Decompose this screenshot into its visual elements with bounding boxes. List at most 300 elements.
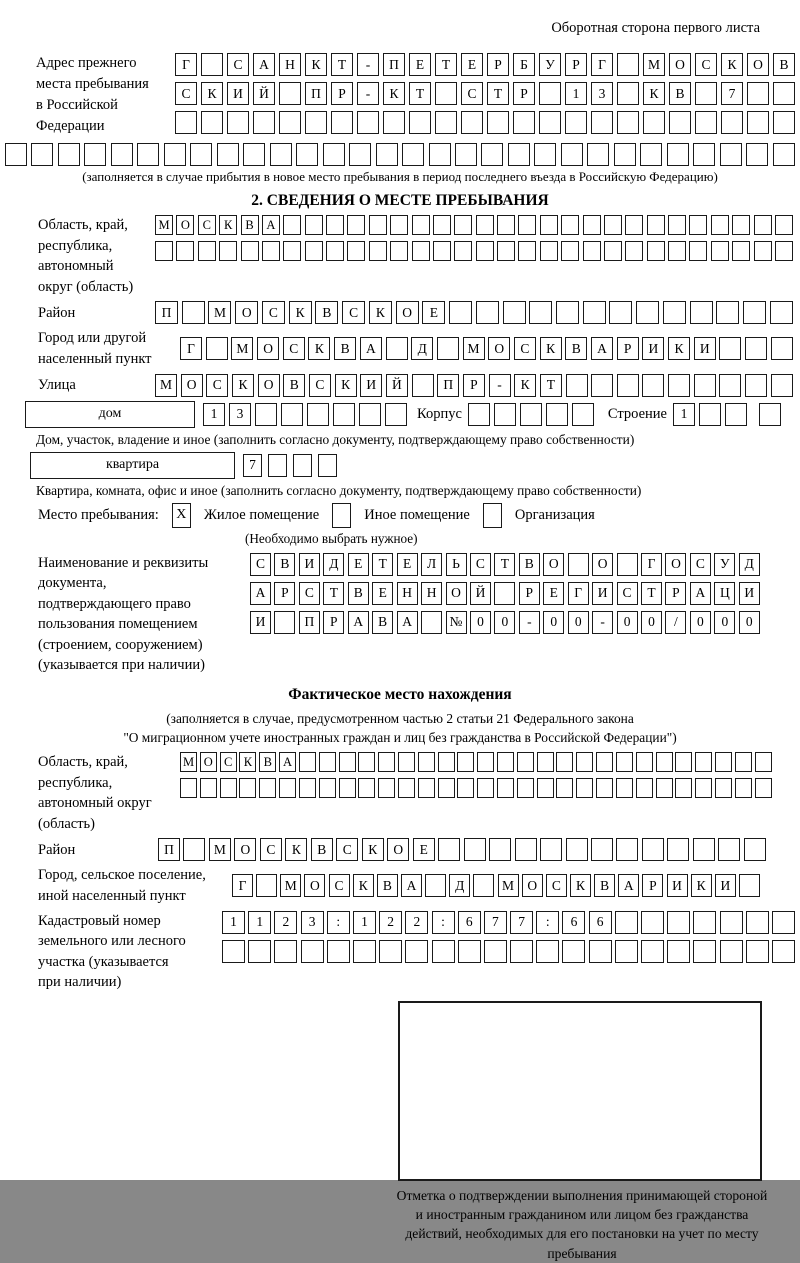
char-cell: Г	[641, 553, 662, 576]
char-cell	[556, 778, 573, 798]
char-cell: И	[360, 374, 382, 397]
char-cell: 0	[690, 611, 711, 634]
char-cell	[744, 838, 766, 861]
char-cell	[667, 940, 690, 963]
char-cell	[201, 111, 223, 134]
char-cell: А	[279, 752, 296, 772]
char-cell: -	[592, 611, 613, 634]
char-cell	[720, 143, 742, 166]
char-cell	[537, 778, 554, 798]
char-cell	[596, 752, 613, 772]
char-cell: 3	[301, 911, 324, 934]
char-cell	[402, 143, 424, 166]
char-cell	[534, 143, 556, 166]
char-cell	[636, 301, 659, 324]
char-cell: 3	[591, 82, 613, 105]
char-cell	[517, 752, 534, 772]
city-field	[0, 328, 800, 369]
char-cell: Н	[421, 582, 442, 605]
char-cell: В	[334, 337, 356, 360]
char-cell: В	[241, 215, 259, 235]
char-cell	[693, 911, 716, 934]
char-cell	[293, 454, 312, 477]
char-cell: С	[690, 553, 711, 576]
char-cell: Е	[409, 53, 431, 76]
house-field	[0, 401, 800, 428]
stay-type-note: (Необходимо выбрать нужное)	[245, 530, 418, 546]
char-cell	[283, 241, 301, 261]
char-cell: 1	[353, 911, 376, 934]
char-cell	[217, 143, 239, 166]
char-cell	[614, 143, 636, 166]
korpus-cells	[468, 403, 594, 426]
char-cell	[200, 778, 217, 798]
char-cell	[376, 143, 398, 166]
char-cell	[331, 111, 353, 134]
char-cell	[190, 143, 212, 166]
char-cell: 0	[739, 611, 760, 634]
char-cell: К	[643, 82, 665, 105]
actual-region-row-1	[180, 752, 772, 772]
char-cell: В	[773, 53, 795, 76]
char-cell: К	[383, 82, 405, 105]
char-cell: О	[200, 752, 217, 772]
char-cell: М	[155, 374, 177, 397]
char-cell	[305, 215, 323, 235]
char-cell	[667, 911, 690, 934]
char-cell	[383, 111, 405, 134]
char-cell	[609, 301, 632, 324]
char-cell	[307, 403, 329, 426]
char-cell: В	[311, 838, 333, 861]
char-cell: Е	[372, 582, 393, 605]
char-cell	[137, 143, 159, 166]
char-cell: 2	[274, 911, 297, 934]
char-cell: И	[642, 337, 664, 360]
char-cell: Р	[565, 53, 587, 76]
char-cell	[183, 838, 205, 861]
char-cell: В	[372, 611, 393, 634]
char-cell	[616, 778, 633, 798]
char-cell: Т	[641, 582, 662, 605]
char-cell	[718, 838, 740, 861]
char-cell	[476, 301, 499, 324]
char-cell: О	[304, 874, 325, 897]
char-cell	[517, 778, 534, 798]
char-cell	[711, 241, 729, 261]
char-cell: И	[299, 553, 320, 576]
char-cell	[268, 454, 287, 477]
char-cell	[565, 111, 587, 134]
char-cell	[566, 374, 588, 397]
char-cell	[253, 111, 275, 134]
char-cell	[772, 911, 795, 934]
char-cell: И	[694, 337, 716, 360]
char-cell: И	[715, 874, 736, 897]
char-cell	[464, 838, 486, 861]
char-cell	[481, 143, 503, 166]
char-cell: 1	[222, 911, 245, 934]
char-cell	[647, 241, 665, 261]
cadastral-row-1	[222, 911, 795, 934]
char-cell	[616, 752, 633, 772]
document-row-1	[250, 553, 760, 576]
actual-district-label: Район	[38, 841, 76, 858]
char-cell	[518, 241, 536, 261]
char-cell: С	[283, 337, 305, 360]
char-cell: К	[362, 838, 384, 861]
prev-address-row-3	[175, 111, 795, 134]
char-cell	[561, 215, 579, 235]
char-cell: -	[357, 82, 379, 105]
char-cell	[305, 111, 327, 134]
char-cell	[711, 215, 729, 235]
char-cell: Н	[397, 582, 418, 605]
char-cell	[111, 143, 133, 166]
char-cell	[695, 111, 717, 134]
char-cell	[358, 778, 375, 798]
korpus-label: Корпус	[417, 405, 462, 422]
char-cell	[667, 838, 689, 861]
char-cell	[339, 752, 356, 772]
char-cell	[432, 940, 455, 963]
char-cell	[746, 143, 768, 166]
char-cell	[412, 374, 434, 397]
char-cell: К	[219, 215, 237, 235]
char-cell	[641, 940, 664, 963]
char-cell	[647, 215, 665, 235]
char-cell: Е	[543, 582, 564, 605]
char-cell	[319, 752, 336, 772]
char-cell	[773, 111, 795, 134]
actual-settlement-field	[0, 865, 800, 906]
char-cell: О	[258, 374, 280, 397]
char-cell	[279, 82, 301, 105]
char-cell: О	[235, 301, 258, 324]
char-cell: О	[446, 582, 467, 605]
char-cell	[518, 215, 536, 235]
char-cell: 7	[510, 911, 533, 934]
char-cell	[319, 778, 336, 798]
char-cell	[690, 301, 713, 324]
char-cell	[457, 752, 474, 772]
char-cell	[746, 940, 769, 963]
char-cell: Е	[413, 838, 435, 861]
char-cell	[385, 403, 407, 426]
char-cell	[576, 778, 593, 798]
char-cell	[412, 215, 430, 235]
char-cell: С	[198, 215, 216, 235]
char-cell: И	[250, 611, 271, 634]
char-cell	[349, 143, 371, 166]
char-cell	[604, 241, 622, 261]
char-cell: С	[514, 337, 536, 360]
char-cell: О	[522, 874, 543, 897]
city-row	[180, 337, 793, 360]
actual-location-title: Фактическое место нахождения	[288, 686, 512, 703]
char-cell	[305, 241, 323, 261]
char-cell: 0	[641, 611, 662, 634]
char-cell	[425, 874, 446, 897]
char-cell	[668, 374, 690, 397]
char-cell	[487, 111, 509, 134]
apartment-field	[0, 452, 800, 479]
char-cell: №	[446, 611, 467, 634]
char-cell	[31, 143, 53, 166]
char-cell	[353, 940, 376, 963]
char-cell: Д	[739, 553, 760, 576]
char-cell	[529, 301, 552, 324]
char-cell: В	[348, 582, 369, 605]
char-cell: Р	[519, 582, 540, 605]
char-cell: 0	[543, 611, 564, 634]
char-cell: М	[155, 215, 173, 235]
char-cell	[454, 241, 472, 261]
char-cell	[418, 778, 435, 798]
char-cell	[759, 403, 781, 426]
char-cell	[755, 778, 772, 798]
char-cell: П	[437, 374, 459, 397]
char-cell: -	[357, 53, 379, 76]
char-cell: К	[691, 874, 712, 897]
char-cell	[725, 403, 747, 426]
char-cell	[556, 301, 579, 324]
prev-address-row-2	[175, 82, 795, 105]
char-cell: И	[592, 582, 613, 605]
char-cell: К	[570, 874, 591, 897]
char-cell	[663, 301, 686, 324]
char-cell: М	[209, 838, 231, 861]
char-cell: В	[315, 301, 338, 324]
char-cell	[270, 143, 292, 166]
region-row-2	[155, 241, 793, 261]
region-label: Область, край, республика, автономный округ (область)	[38, 217, 134, 295]
char-cell: П	[383, 53, 405, 76]
char-cell	[540, 215, 558, 235]
char-cell: Н	[279, 53, 301, 76]
district-row	[155, 301, 793, 324]
char-cell: А	[253, 53, 275, 76]
char-cell	[241, 241, 259, 261]
char-cell	[433, 241, 451, 261]
char-cell: Д	[411, 337, 433, 360]
char-cell	[667, 143, 689, 166]
char-cell: Д	[323, 553, 344, 576]
char-cell	[437, 337, 459, 360]
district-label: Район	[38, 304, 76, 321]
char-cell	[508, 143, 530, 166]
char-cell: Т	[409, 82, 431, 105]
cadastral-label: Кадастровый номер земельного или лесного участка (указывается при наличии)	[38, 912, 186, 991]
char-cell	[775, 241, 793, 261]
house-note: Дом, участок, владение и иное (заполнить согласно документу, подтверждающему право собственности)	[36, 431, 635, 447]
char-cell	[299, 752, 316, 772]
prev-address-label: Адрес прежнего места пребывания в Российской Федерации	[36, 55, 149, 135]
char-cell	[591, 111, 613, 134]
char-cell	[746, 911, 769, 934]
char-cell	[435, 82, 457, 105]
char-cell	[540, 838, 562, 861]
char-cell: 3	[229, 403, 251, 426]
char-cell	[699, 403, 721, 426]
char-cell: Г	[591, 53, 613, 76]
char-cell	[333, 403, 355, 426]
char-cell	[669, 111, 691, 134]
stay-type-option-organization: Организация	[514, 506, 595, 523]
char-cell: Т	[494, 553, 515, 576]
char-cell	[591, 374, 613, 397]
char-cell	[398, 778, 415, 798]
char-cell	[539, 111, 561, 134]
char-cell	[625, 215, 643, 235]
char-cell: А	[262, 215, 280, 235]
char-cell	[220, 778, 237, 798]
char-cell: Р	[274, 582, 295, 605]
char-cell	[773, 82, 795, 105]
char-cell: В	[377, 874, 398, 897]
char-cell: К	[668, 337, 690, 360]
char-cell: А	[360, 337, 382, 360]
char-cell	[583, 215, 601, 235]
char-cell	[438, 778, 455, 798]
char-cell: О	[488, 337, 510, 360]
char-cell	[755, 752, 772, 772]
char-cell	[745, 337, 767, 360]
char-cell	[546, 403, 568, 426]
char-cell	[279, 778, 296, 798]
char-cell: С	[342, 301, 365, 324]
actual-region-row-2	[180, 778, 772, 798]
char-cell	[438, 752, 455, 772]
char-cell	[539, 82, 561, 105]
char-cell: Е	[397, 553, 418, 576]
char-cell	[5, 143, 27, 166]
char-cell: 6	[589, 911, 612, 934]
char-cell: С	[227, 53, 249, 76]
char-cell	[476, 241, 494, 261]
char-cell	[323, 143, 345, 166]
char-cell	[566, 838, 588, 861]
char-cell	[562, 940, 585, 963]
char-cell: П	[305, 82, 327, 105]
char-cell	[715, 778, 732, 798]
char-cell	[615, 911, 638, 934]
char-cell: К	[285, 838, 307, 861]
char-cell	[378, 778, 395, 798]
char-cell	[617, 111, 639, 134]
document-field	[0, 553, 800, 676]
char-cell	[398, 752, 415, 772]
char-cell	[84, 143, 106, 166]
house-box-label: дом	[25, 401, 195, 428]
char-cell: М	[231, 337, 253, 360]
char-cell	[721, 111, 743, 134]
char-cell	[732, 241, 750, 261]
char-cell	[201, 53, 223, 76]
char-cell	[732, 215, 750, 235]
char-cell	[640, 143, 662, 166]
char-cell: 1	[248, 911, 271, 934]
char-cell	[477, 778, 494, 798]
char-cell: О	[665, 553, 686, 576]
cadastral-row-2	[222, 940, 795, 963]
char-cell	[455, 143, 477, 166]
char-cell: 1	[565, 82, 587, 105]
char-cell	[477, 752, 494, 772]
char-cell	[497, 778, 514, 798]
char-cell	[656, 778, 673, 798]
char-cell	[489, 838, 511, 861]
char-cell	[513, 111, 535, 134]
char-cell	[435, 111, 457, 134]
street-field	[0, 374, 800, 397]
char-cell: Г	[568, 582, 589, 605]
char-cell	[283, 215, 301, 235]
char-cell: С	[206, 374, 228, 397]
char-cell	[175, 111, 197, 134]
char-cell	[58, 143, 80, 166]
char-cell: О	[234, 838, 256, 861]
char-cell	[773, 143, 795, 166]
char-cell	[494, 403, 516, 426]
char-cell: 7	[484, 911, 507, 934]
char-cell	[412, 241, 430, 261]
char-cell: 6	[458, 911, 481, 934]
char-cell	[182, 301, 205, 324]
char-cell	[256, 874, 277, 897]
char-cell: Т	[540, 374, 562, 397]
char-cell	[299, 778, 316, 798]
char-cell	[409, 111, 431, 134]
char-cell	[589, 940, 612, 963]
char-cell	[259, 778, 276, 798]
char-cell: 0	[494, 611, 515, 634]
char-cell	[587, 143, 609, 166]
char-cell: Т	[372, 553, 393, 576]
char-cell: М	[643, 53, 665, 76]
char-cell	[675, 752, 692, 772]
street-label: Улица	[38, 376, 76, 393]
char-cell	[503, 301, 526, 324]
char-cell	[625, 241, 643, 261]
street-row	[155, 374, 793, 397]
char-cell	[429, 143, 451, 166]
char-cell: И	[739, 582, 760, 605]
char-cell	[617, 53, 639, 76]
char-cell	[695, 82, 717, 105]
char-cell	[281, 403, 303, 426]
char-cell: Ь	[446, 553, 467, 576]
char-cell	[421, 611, 442, 634]
char-cell: С	[309, 374, 331, 397]
char-cell: О	[543, 553, 564, 576]
char-cell: 6	[562, 911, 585, 934]
char-cell: В	[565, 337, 587, 360]
char-cell	[378, 752, 395, 772]
char-cell	[164, 143, 186, 166]
char-cell: Р	[665, 582, 686, 605]
char-cell: П	[299, 611, 320, 634]
char-cell: Е	[348, 553, 369, 576]
char-cell: -	[519, 611, 540, 634]
char-cell	[301, 940, 324, 963]
char-cell: 2	[379, 911, 402, 934]
char-cell: Т	[435, 53, 457, 76]
char-cell	[279, 111, 301, 134]
char-cell: 7	[721, 82, 743, 105]
char-cell: О	[387, 838, 409, 861]
char-cell: Р	[642, 874, 663, 897]
